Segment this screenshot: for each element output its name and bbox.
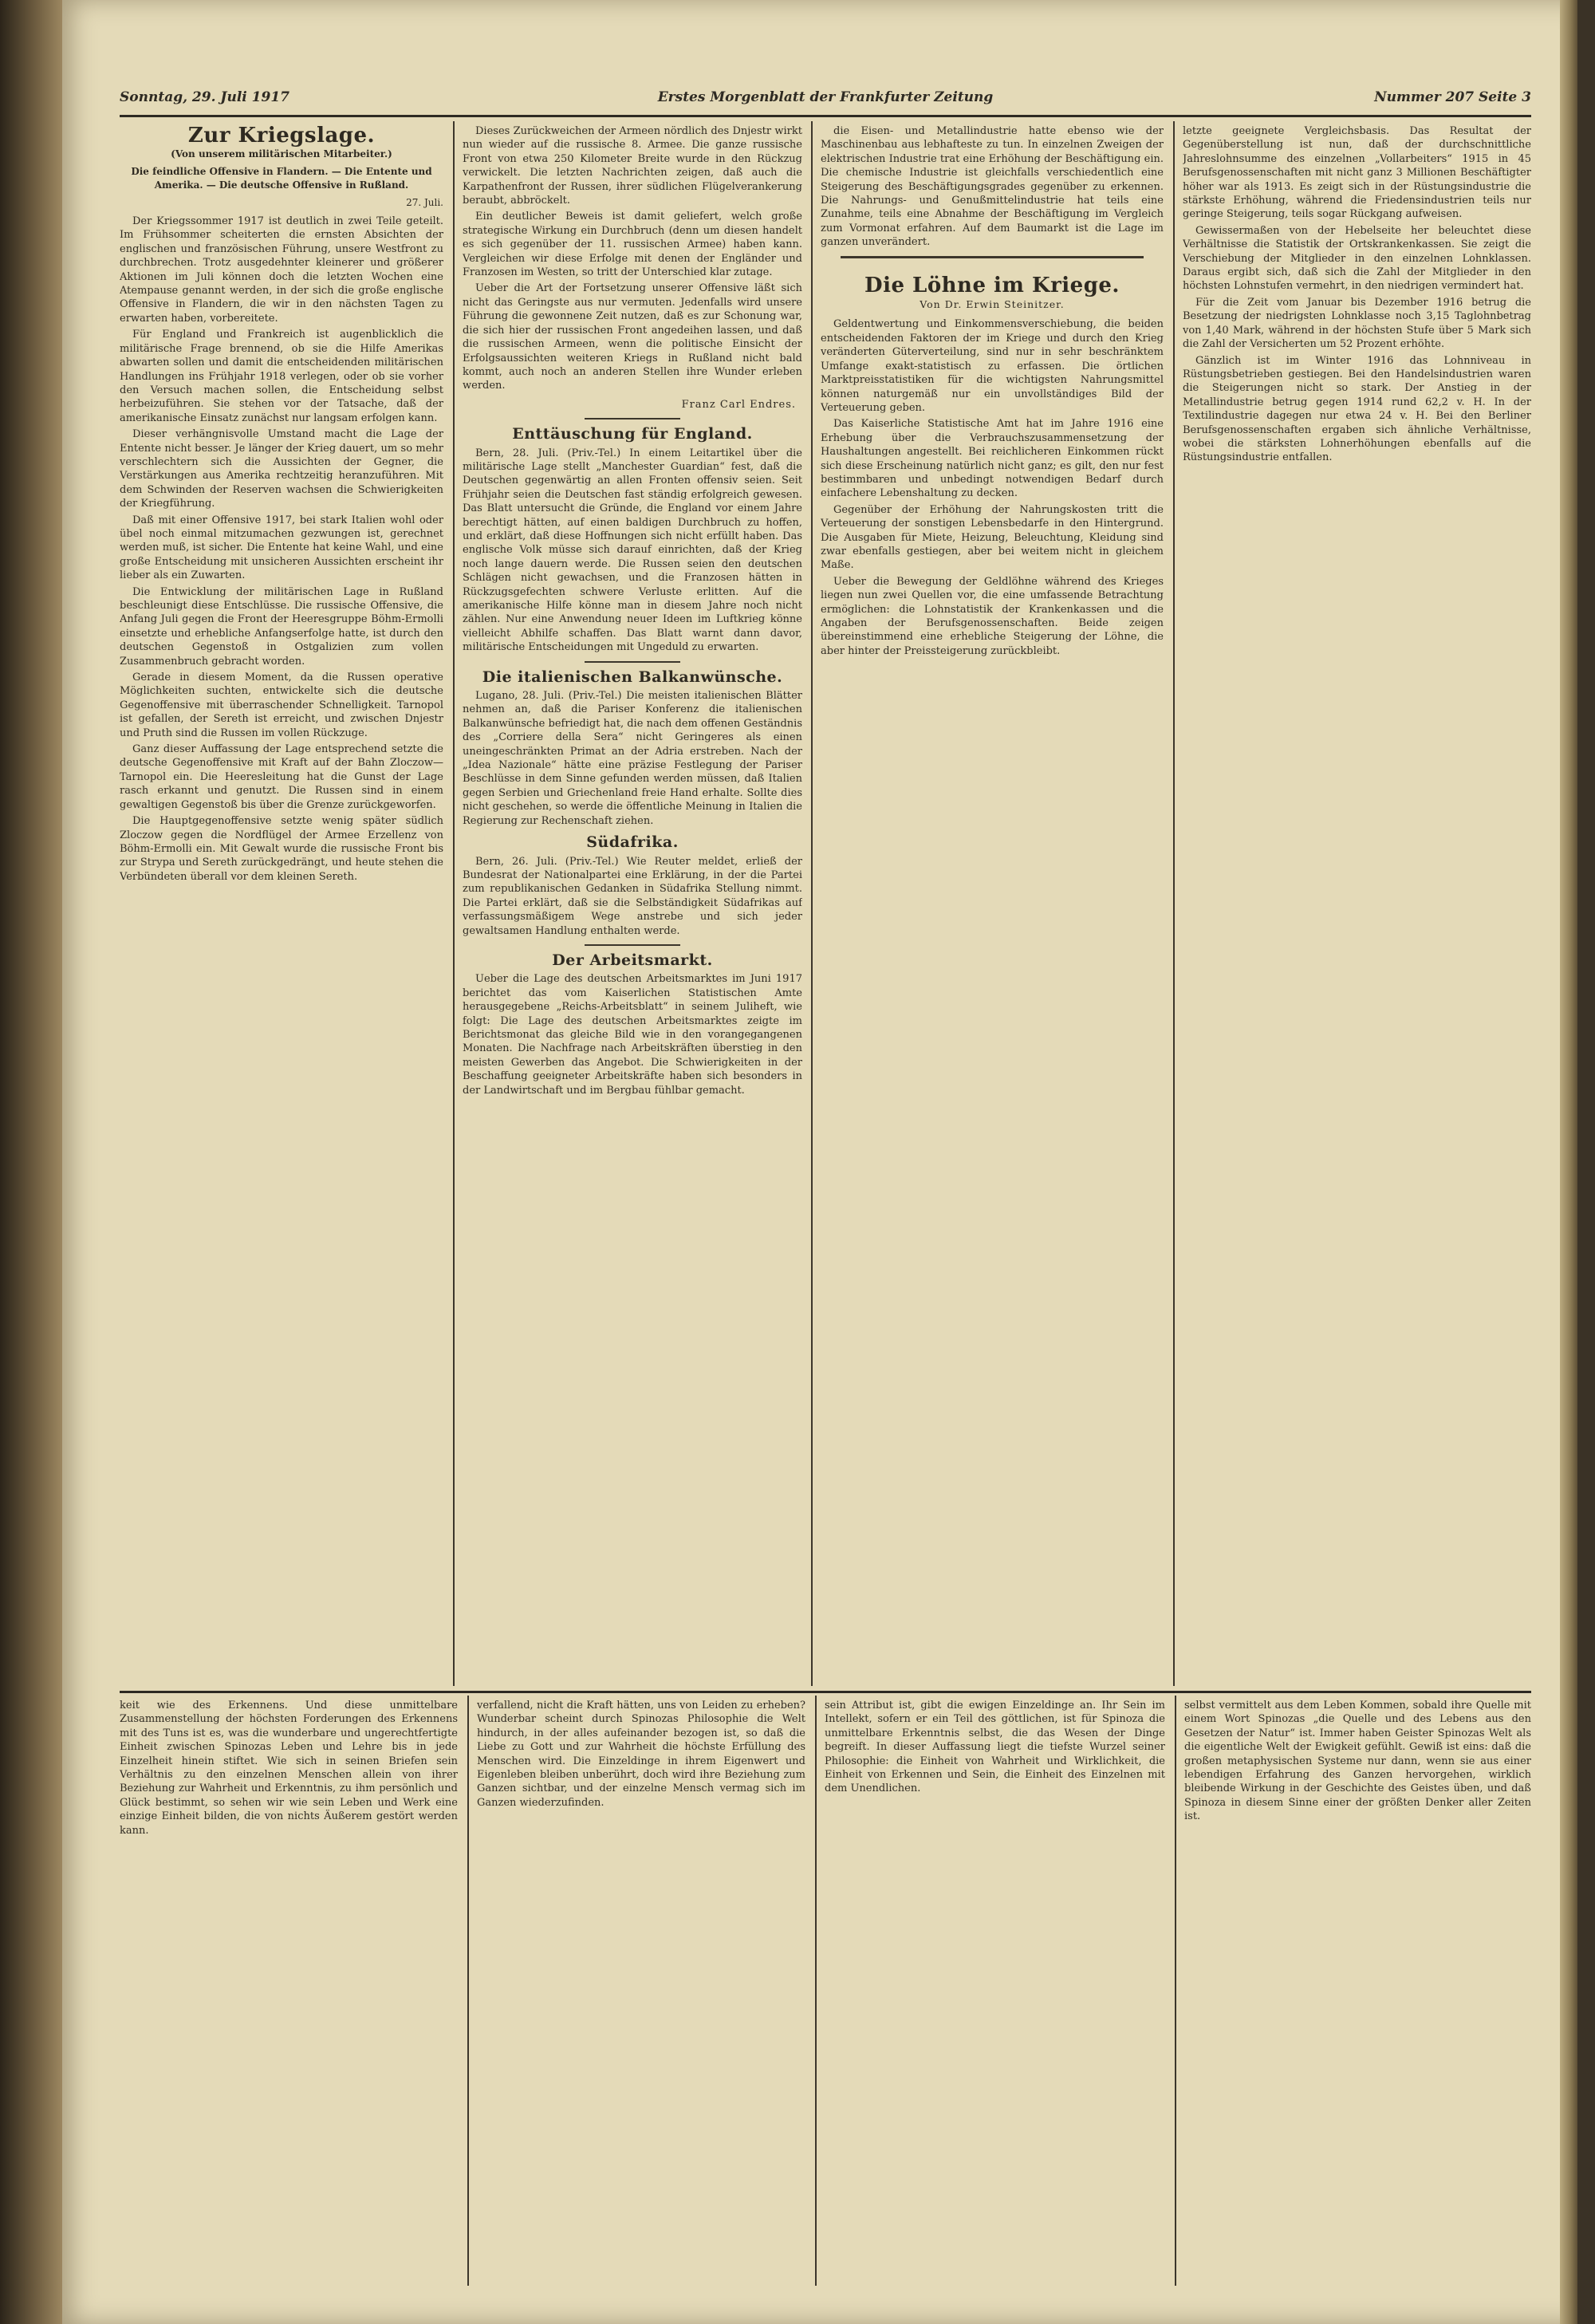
column-divider <box>1175 1696 1176 2286</box>
column-divider <box>1173 121 1175 1686</box>
headline-kriegslage: Zur Kriegslage. <box>187 124 376 148</box>
separator-rule <box>585 418 680 420</box>
paragraph: Geldentwertung und Einkommensverschiebung, die beiden entscheidenden Faktoren der im Kriege und durch den Krieg veränderten Güterverteilung, sind nur in sehr beschränktem Umfange exakt-statistisch zu erfassen. Die örtlichen Marktpreisstatistiken für die wichtigsten Nahrungsmittel können naturgemäß nur ein unvollständiges Bild der Verteuerung geben. <box>821 318 1164 414</box>
paragraph: verfallend, nicht die Kraft hätten, uns von Leiden zu erheben? Wunderbar scheint durch Spinozas Philosophie die Welt hindurch, in der alles aufeinander bezogen ist, so daß die Liebe zu Gott und zur Wahrheit die höchste Erfüllung des Menschen wird. Die Einzeldinge in ihrem Eigenwert und Eigenleben bleiben unberührt, doch wird ihre Beziehung zum Ganzen sichtbar, und der einzelne Mensch vermag sich im Ganzen wiederzufinden. <box>477 1700 805 1809</box>
masthead <box>120 83 1531 112</box>
headline-suedafrika: Südafrika. <box>586 833 679 852</box>
column-divider <box>453 121 455 1686</box>
feuilleton-column-4 <box>1184 1699 1531 2286</box>
book-binding <box>0 0 62 2324</box>
paragraph: selbst vermittelt aus dem Leben Kommen, sobald ihre Quelle mit einem Wort Spinozas „die Quelle und des Lebens aus den Gesetzen der Natur“ ist. Immer haben Geister Spinozas Welt als die eigentliche Welt der Ewigkeit gefühlt. Gewiß ist eins: daß die großen metaphysischen Systeme nur dann, wenn sie aus einer lebendigen Erfahrung des Ganzen hervorgehen, wirklich bleibende Wirkung in der Geschichte des Geistes üben, und daß Spinoza in diesem Sinne einer der größten Denker aller Zeiten ist. <box>1184 1700 1531 1823</box>
paragraph: Ein deutlicher Beweis ist damit geliefert, welch große strategische Wirkung ein Durchbruch (denn um diesen handelt es sich gegenüber der 11. russischen Armee) haben kann. Vergleichen wir diese Erfolge mit denen der Engländer und Franzosen im Westen, so tritt der Unterschied klar zutage. <box>463 211 802 279</box>
paragraph: letzte geeignete Vergleichsbasis. Das Resultat der Gegenüberstellung ist nun, daß der durchschnittliche Jahreslohnsumme des einzelnen „Vollarbeiters“ 1915 in 45 Berufsgenossenschaften mit nicht ganz 3 Millionen Beschäftigter höher war als 1913. Es zeigt sich in der Rüstungsindustrie die stärkste Erhöhung, während die Friedensindustrien teils nur geringe Steigerung, teils sogar Rückgang aufweisen. <box>1183 125 1531 221</box>
column-divider <box>467 1696 469 2286</box>
paragraph: Die Hauptgegenoffensive setzte wenig später südlich Zloczow gegen die Nordflügel der Armee Erzellenz von Böhm-Ermolli ein. Mit Gewalt wurde die russische Front bis zur Strypa und Sereth zurückgedrängt, und heute stehen die Verbündeten überall vor dem kleinen Sereth. <box>120 815 443 883</box>
paragraph: Gewissermaßen von der Hebelseite her beleuchtet diese Verhältnisse die Statistik der Ortskrankenkassen. Sie zeigt die Verschiebung der Mitglieder in den einzelnen Lohnklassen. Daraus ergibt sich, daß sich die Zahl der Mitglieder in den höchsten Lohnstufen vermehrt, in den niedrigen vermindert hat. <box>1183 224 1531 293</box>
paragraph: Für England und Frankreich ist augenblicklich die militärische Frage brennend, ob sie die Hilfe Amerikas abwarten sollen und damit die entscheidenden militärischen Handlungen ins Frühjahr 1918 verlegen, oder ob sie vorher den Versuch machen sollen, die Entscheidung selbst herbeizuführen. Sie stehen vor der Tatsache, daß der amerikanische Einsatz zunächst nur langsam erfolgen kann. <box>120 329 443 424</box>
paragraph: Dieses Zurückweichen der Armeen nördlich des Dnjestr wirkt nun wieder auf die russische 8. Armee. Die ganze russische Front von etwa 250 Kilometer Breite wurde in den Rückzug verwickelt. Die letzten Nachrichten zeigen, daß auch die Karpathenfront der Russen, ihrer südlichen Flügelverankerung beraubt, abbröckelt. <box>463 125 802 207</box>
separator-rule <box>585 661 680 663</box>
paragraph: Ueber die Bewegung der Geldlöhne während des Krieges liegen nun zwei Quellen vor, die eine umfassende Betrachtung ermöglichen: die Lohnstatistik der Krankenkassen und die Angaben der Berufsgenossenschaften. Beide zeigen übereinstimmend eine erhebliche Steigerung der Löhne, die aber hinter der Preissteigerung zurückbleibt. <box>821 575 1164 657</box>
headline-balkan: Die italienischen Balkanwünsche. <box>482 668 783 686</box>
headline-enttaeuschung: Enttäuschung für England. <box>512 425 753 443</box>
feuilleton-rule <box>120 1691 1531 1693</box>
paragraph: Das Kaiserliche Statistische Amt hat im Jahre 1916 eine Erhebung über die Verbrauchszusammensetzung der Haushaltungen angestellt. Bei reichlicheren Einkommen rückt sich diese Erscheinung natürlich nicht ganz; es gilt, den nur fest bestimmbaren und unbedingt notwendigen Bedarf durch einfachere Lebenshaltung zu decken. <box>821 418 1164 500</box>
paragraph: Daß mit einer Offensive 1917, bei stark Italien wohl oder übel noch einmal mitzumachen gezwungen ist, gerechnet werden muß, ist sicher. Die Entente hat keine Wahl, und eine große Entscheidung mit unsicheren Aussichten erscheint ihr lieber als ein Zuwarten. <box>120 514 443 582</box>
feuilleton-column-1 <box>120 1699 458 2286</box>
paragraph: Bern, 26. Juli. (Priv.-Tel.) Wie Reuter meldet, erließ der Bundesrat der Nationalpartei eine Erklärung, in der die Partei zum republikanischen Gedanken in Südafrika Stellung nimmt. Die Partei erklärt, daß sie die Selbständigkeit Südafrikas auf verfassungsmäßigem Wege anstrebe und sich jeder gewaltsamen Handlung enthalten werde. <box>463 855 802 937</box>
issue-number: Nummer 207 Seite 3 <box>1374 89 1531 105</box>
separator-rule <box>585 944 680 946</box>
paragraph: sein Attribut ist, gibt die ewigen Einzeldinge an. Ihr Sein im Intellekt, sofern er ein Teil des göttlichen, ist für Spinoza die unmittelbare Erkenntnis selbst, die das Wesen der Dinge begreift. In dieser Auffassung liegt die tiefste Wurzel seiner Philosophie: die Einheit von Wahrheit und Wirklichkeit, die Einheit von Erkennen und Sein, die Einheit des Einzelnen mit dem Unendlichen. <box>825 1700 1165 1795</box>
paragraph: Ueber die Art der Fortsetzung unserer Offensive läßt sich nicht das Geringste aus nur vermuten. Jedenfalls wird unsere Führung die gewonnene Zeit nutzen, daß es zur Schonung war, die sich hier der russischen Front angedeihen lassen, und daß die russischen Armeen, wenn die politische Einsicht der Erfolgsaussichten weiteren Kriegs in Rußland nicht bald kommt, auch noch an anderen Stellen ihre Wunder erleben werden. <box>463 282 802 392</box>
article-author: Von Dr. Erwin Steinitzer. <box>920 298 1065 311</box>
paragraph: Gerade in diesem Moment, da die Russen operative Möglichkeiten suchten, entwickelte sich die deutsche Gegenoffensive mit überraschender Schnelligkeit. Tarnopol ist gefallen, der Sereth ist erreicht, und zwischen Dnjestr und Pruth sind die Russen im vollen Rückzuge. <box>120 672 443 739</box>
issue-date: Sonntag, 29. Juli 1917 <box>120 89 289 105</box>
paragraph: Für die Zeit vom Januar bis Dezember 1916 betrug die Besetzung der niedrigsten Lohnklasse noch 3,15 Taglohnbetrag von 1,40 Mark, während in der höchsten Stufe über 5 Mark sich die Zahl der Versicherten um 52 Prozent erhöhte. <box>1183 296 1531 351</box>
column-4 <box>1183 124 1531 1684</box>
article-source: (Von unserem militärischen Mitarbeiter.) <box>171 148 392 160</box>
column-3 <box>821 124 1164 1684</box>
headline-arbeitsmarkt: Der Arbeitsmarkt. <box>552 951 713 969</box>
column-divider <box>811 121 813 1686</box>
paragraph: die Eisen- und Metallindustrie hatte ebenso wie der Maschinenbau aus lebhafteste zu tun. In einzelnen Zweigen der elektrischen Industrie trat eine Erhöhung der Beschäftigung ein. Die chemische Industrie ist gleichfalls verschiedentlich eine Steigerung des Beschäftigungsgrades gegenüber zu erkennen. Die Nahrungs- und Genußmittelindustrie hat teils eine Zunahme, teils eine Abnahme der Beschäftigung im Vergleich zum Vormonat erfahren. Auf dem Baumarkt ist die Lage im ganzen unverändert. <box>821 125 1164 249</box>
newspaper-page <box>62 0 1577 2324</box>
paragraph: Bern, 28. Juli. (Priv.-Tel.) In einem Leitartikel über die militärische Lage stellt „Manchester Guardian“ fest, daß die Deutschen gegenwärtig an allen Fronten offensiv seien. Seit Frühjahr seien die Deutschen fast ständig erfolgreich gewesen. Das Blatt untersucht die Gründe, die England vor einem Jahre berechtigt hätten, auf einen baldigen Durchbruch zu hoffen, und erklärt, daß diese Hoffnungen sich nicht erfüllt haben. Das englische Volk müsse sich darauf einrichten, daß der Krieg noch lange dauern werde. Die Russen seien den deutschen Schlägen nicht gewachsen, und die Franzosen hätten in Rückzugsgefechten schwere Verluste erlitten. Auf die amerikanische Hilfe könne man in diesem Jahre noch nicht zählen. Nur eine Anwendung neuer Ideen im Luftkrieg könne vielleicht Abhilfe schaffen. Das Blatt warnt dann davor, militärische Entscheidungen mit Ungeduld zu erwarten. <box>463 447 802 654</box>
author-byline: Franz Carl Endres. <box>681 398 796 411</box>
feuilleton-column-3 <box>825 1699 1165 2286</box>
paragraph: Gänzlich ist im Winter 1916 das Lohnniveau in Rüstungsbetrieben gestiegen. Bei den Handelsindustrien waren die Steigerungen nicht so stark. Der Anstieg in der Metallindustrie betrug gegen 1914 rund 62,2 v. H. In der Textilindustrie dagegen nur etwa 24 v. H. Bei den Berliner Berufsgenossenschaften ergaben sich ähnliche Verhältnisse, wobei die stärksten Lohnerhöhungen ebenfalls auf die Rüstungsindustrie entfallen. <box>1183 354 1531 464</box>
dateline: 27. Juli. <box>406 196 443 208</box>
article-subtitle: Die feindliche Offensive in Flandern. — Die Entente und Amerika. — Die deutsche Offensive in Rußland. <box>131 165 432 191</box>
headline-loehne: Die Löhne im Kriege. <box>864 273 1120 297</box>
separator-rule <box>841 256 1144 258</box>
page-edge <box>1560 0 1577 2324</box>
paragraph: Ueber die Lage des deutschen Arbeitsmarktes im Juni 1917 berichtet das vom Kaiserlichen Statistischen Amte herausgegebene „Reichs-Arbeitsblatt“ in seinem Juliheft, wie folgt: Die Lage des deutschen Arbeitsmarktes zeigte im Berichtsmonat das gleiche Bild wie in den vorangegangenen Monaten. Die Nachfrage nach Arbeitskräften überstieg in den meisten Gewerben das Angebot. Die Schwierigkeiten in der Beschaffung geeigneter Arbeitskräfte haben sich besonders in der Landwirtschaft und im Bergbau fühlbar gemacht. <box>463 973 802 1097</box>
paragraph: Dieser verhängnisvolle Umstand macht die Lage der Entente nicht besser. Je länger der Krieg dauert, um so mehr verschlechtern sich die Aussichten der Gegner, die Verstärkungen aus Amerika rechtzeitig heranzuführen. Mit dem Schwinden der Reserven wachsen die Schwierigkeiten der Kriegführung. <box>120 428 443 510</box>
paragraph: Lugano, 28. Juli. (Priv.-Tel.) Die meisten italienischen Blätter nehmen an, daß die Pariser Konferenz die italienischen Balkanwünsche befriedigt hat, die nach dem offenen Geständnis des „Corriere della Sera“ nicht Geringeres als einen uneingeschränkten Primat an der Adria erstreben. Nach der „Idea Nazionale“ hätte eine präzise Festlegung der Pariser Beschlüsse in dem Sinne gefunden werden müssen, daß Italien gegen Serbien und Griechenland freie Hand erhalte. Sollte dies nicht geschehen, so werde die öffentliche Meinung in Italien die Regierung zur Rechenschaft ziehen. <box>463 690 802 827</box>
column-2 <box>463 124 802 1684</box>
paragraph: Der Kriegssommer 1917 ist deutlich in zwei Teile geteilt. Im Frühsommer scheiterten die ernsten Absichten der englischen und französischen Führung, unsere Westfront zu durchbrechen. Trotz ausgedehnter kleinerer und größerer Aktionen im Juli können doch die letzten Wochen eine Atempause genannt werden, in der sich die große englische Offensive in Flandern, die wir in den nächsten Tagen zu erwarten haben, vorbereitete. <box>120 215 443 325</box>
masthead-rule <box>120 115 1531 117</box>
column-divider <box>815 1696 817 2286</box>
paragraph: Ganz dieser Auffassung der Lage entsprechend setzte die deutsche Gegenoffensive mit Kraft auf der Bahn Zloczow—Tarnopol ein. Die Heeresleitung hat die Gunst der Lage rasch erkannt und genutzt. Die Russen sind in einem gewaltigen Gegenstoß bis über die Grenze zurückgeworfen. <box>120 743 443 811</box>
paragraph: Die Entwicklung der militärischen Lage in Rußland beschleunigt diese Entschlüsse. Die russische Offensive, die Anfang Juli gegen die Front der Heeresgruppe Böhm-Ermolli einsetzte und erhebliche Anfangserfolge hatte, ist durch den deutschen Gegenstoß in Ostgalizien zum vollen Zusammenbruch gebracht worden. <box>120 585 443 668</box>
feuilleton-column-2 <box>477 1699 805 2286</box>
article-kriegslage <box>120 124 443 1684</box>
paper-title: Erstes Morgenblatt der Frankfurter Zeitung <box>657 89 994 105</box>
paragraph: Gegenüber der Erhöhung der Nahrungskosten tritt die Verteuerung der sonstigen Lebensbedarfe in den Hintergrund. Die Ausgaben für Miete, Heizung, Beleuchtung, Kleidung sind zwar ebenfalls gestiegen, aber bei weitem nicht in gleichem Maße. <box>821 503 1164 572</box>
paragraph: keit wie des Erkennens. Und diese unmittelbare Zusammenstellung der höchsten Forderungen des Erkennens mit des Tuns ist es, was die wunderbare und ungerechtfertigte Einheit zwischen Spinozas Leben und Lehre bis in jede Einzelheit hinein stiftet. Wie sich in seinen Briefen sein Verhältnis zu den einzelnen Menschen allein von ihrer Beziehung zur Wahrheit und Erkenntnis, zu ihm persönlich und Glück bestimmt, so sehen wir wie sein Leben und Werk eine einzige Einheit bilden, die von nichts Äußerem gestört werden kann. <box>120 1700 458 1837</box>
